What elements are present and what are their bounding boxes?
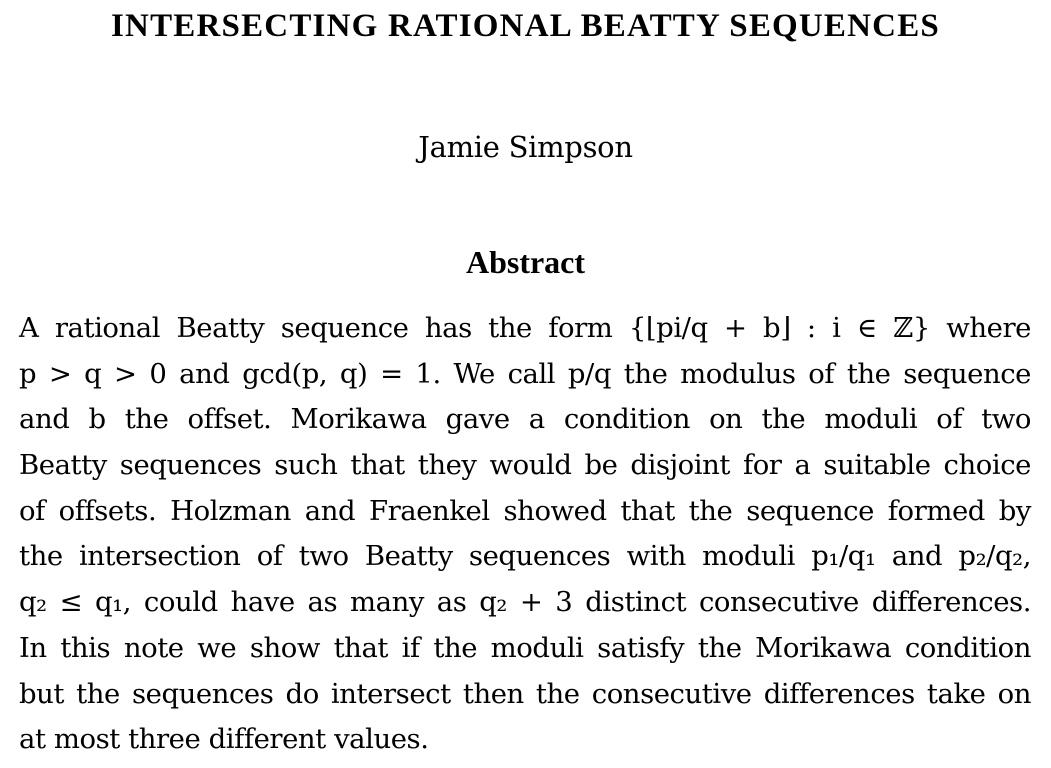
abstract-line: of offsets. Holzman and Fraenkel showed that the sequence formed by [19,494,1031,527]
abstract-heading: Abstract [465,244,586,280]
abstract-line: In this note we show that if the moduli satisfy the Morikawa condition [19,631,1031,664]
abstract-line: but the sequences do intersect then the consecutive differences take on [19,677,1031,710]
author-name: Jamie Simpson [418,130,633,164]
abstract-body [19,306,1031,763]
paper-title: INTERSECTING RATIONAL BEATTY SEQUENCES [111,8,940,44]
abstract-line: and b the offset. Morikawa gave a condition on the moduli of two [19,403,1031,436]
abstract-line: A rational Beatty sequence has the form {⌊pi/q + b⌋ : i ∈ ℤ} where [19,312,1031,344]
abstract-line: p > q > 0 and gcd(p, q) = 1. We call p/q the modulus of the sequence [19,357,1031,390]
abstract-line: q₂ ≤ q₁, could have as many as q₂ + 3 distinct consecutive differences. [19,586,1031,619]
abstract-line: the intersection of two Beatty sequences with moduli p₁/q₁ and p₂/q₂, [19,540,1031,573]
abstract-line: at most three different values. [19,723,429,756]
abstract-line: Beatty sequences such that they would be disjoint for a suitable choice [19,449,1031,482]
